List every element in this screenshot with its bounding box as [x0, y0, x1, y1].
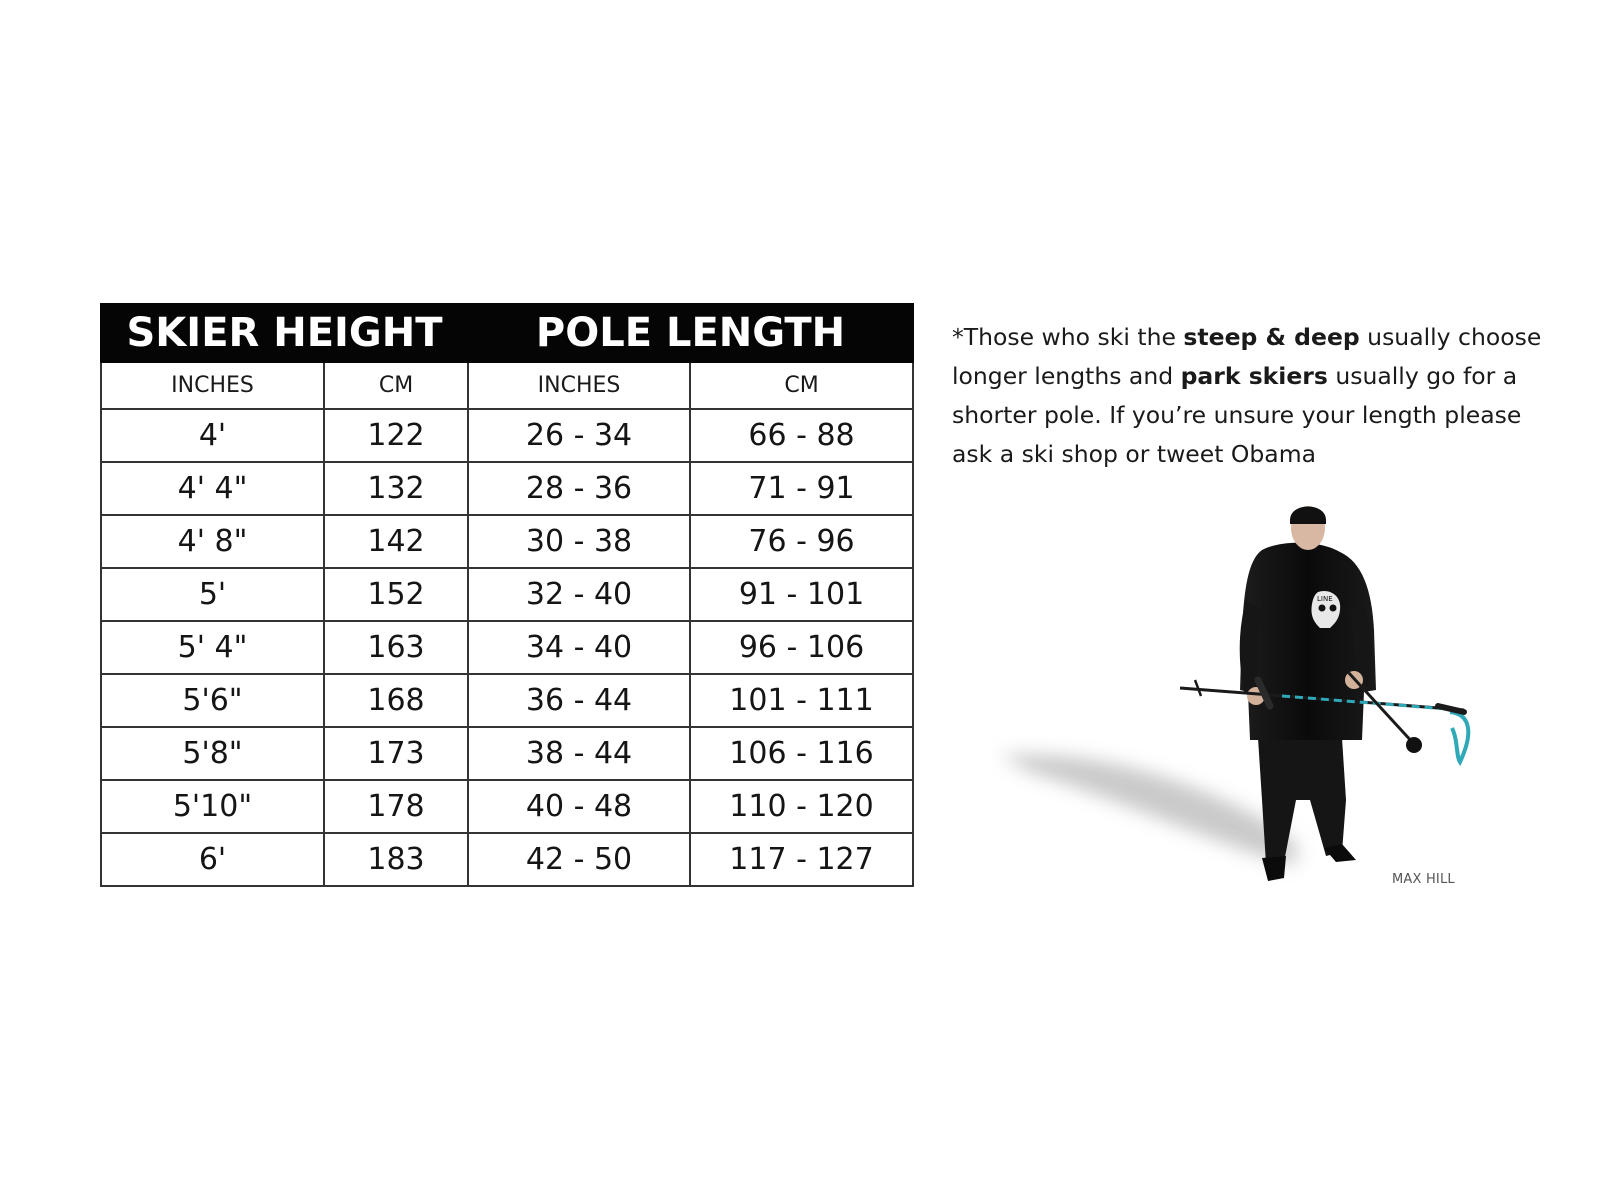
note-bold-park-skiers: park skiers: [1180, 362, 1328, 390]
height-cm-cell: 178: [324, 780, 468, 833]
height-inches-cell: 5': [101, 568, 324, 621]
table-row: [101, 727, 913, 780]
height-cm-cell: 168: [324, 674, 468, 727]
hoodie-logo-text: LINE: [1317, 595, 1333, 603]
pole-inches-cell: 42 - 50: [468, 833, 690, 886]
pole-cm-cell: 117 - 127: [690, 833, 913, 886]
pole-length-header: POLE LENGTH: [468, 304, 913, 362]
pole-strap-right: [1450, 712, 1468, 762]
skier-shoe-left: [1262, 856, 1286, 881]
note-text-2: usually choose longer lengths and: [952, 323, 1542, 390]
table-row: [101, 674, 913, 727]
height-cm-cell: 173: [324, 727, 468, 780]
note-bold-steep-deep: steep & deep: [1183, 323, 1360, 351]
height-inches-cell: 4' 4": [101, 462, 324, 515]
height-inches-cell: 5'10": [101, 780, 324, 833]
table-row: [101, 515, 913, 568]
height-cm-cell: 163: [324, 621, 468, 674]
table-row: [101, 780, 913, 833]
pole-grip-right: [1438, 706, 1464, 712]
skier-height-header: SKIER HEIGHT: [101, 304, 468, 362]
pole-cm-cell: 106 - 116: [690, 727, 913, 780]
pole-cm-cell: 71 - 91: [690, 462, 913, 515]
pole-inches-cell: 28 - 36: [468, 462, 690, 515]
height-inches-cell: 6': [101, 833, 324, 886]
table-row: [101, 568, 913, 621]
height-cm-cell: 122: [324, 409, 468, 462]
note-text-1: *Those who ski the: [952, 323, 1184, 351]
table-body: [101, 409, 913, 886]
pole-cm-cell: 66 - 88: [690, 409, 913, 462]
skier-beanie: [1290, 507, 1326, 525]
height-cm-cell: 152: [324, 568, 468, 621]
skier-with-poles-photo: [990, 500, 1530, 920]
ski-pole-2-basket: [1406, 737, 1422, 753]
height-inches-header: INCHES: [101, 362, 324, 409]
pole-inches-header: INCHES: [468, 362, 690, 409]
pole-cm-header: CM: [690, 362, 913, 409]
height-inches-cell: 5'8": [101, 727, 324, 780]
photo-credit: MAX HILL: [1392, 872, 1455, 887]
pole-inches-cell: 40 - 48: [468, 780, 690, 833]
pole-size-table: [100, 303, 914, 887]
skier-legs: [1258, 738, 1346, 864]
pole-cm-cell: 76 - 96: [690, 515, 913, 568]
pole-length-note: [952, 318, 1542, 474]
height-inches-cell: 4': [101, 409, 324, 462]
table-row: [101, 833, 913, 886]
pole-inches-cell: 30 - 38: [468, 515, 690, 568]
height-inches-cell: 5'6": [101, 674, 324, 727]
pole-cm-cell: 110 - 120: [690, 780, 913, 833]
note-text-3: usually go for a shorter pole. If you’re unsure your length please ask a ski shop or tweet Obama: [952, 362, 1522, 468]
floor-shadow: [1000, 754, 1298, 865]
pole-cm-cell: 101 - 111: [690, 674, 913, 727]
pole-inches-cell: 34 - 40: [468, 621, 690, 674]
height-inches-cell: 5' 4": [101, 621, 324, 674]
sub-header-row: [101, 362, 913, 409]
pole-inches-cell: 32 - 40: [468, 568, 690, 621]
group-header-row: [101, 304, 913, 362]
table-row: [101, 462, 913, 515]
height-cm-cell: 132: [324, 462, 468, 515]
pole-inches-cell: 26 - 34: [468, 409, 690, 462]
pole-cm-cell: 96 - 106: [690, 621, 913, 674]
height-inches-cell: 4' 8": [101, 515, 324, 568]
height-cm-cell: 142: [324, 515, 468, 568]
pole-inches-cell: 38 - 44: [468, 727, 690, 780]
height-cm-header: CM: [324, 362, 468, 409]
table-row: [101, 409, 913, 462]
pole-inches-cell: 36 - 44: [468, 674, 690, 727]
table-row: [101, 621, 913, 674]
height-cm-cell: 183: [324, 833, 468, 886]
pole-cm-cell: 91 - 101: [690, 568, 913, 621]
